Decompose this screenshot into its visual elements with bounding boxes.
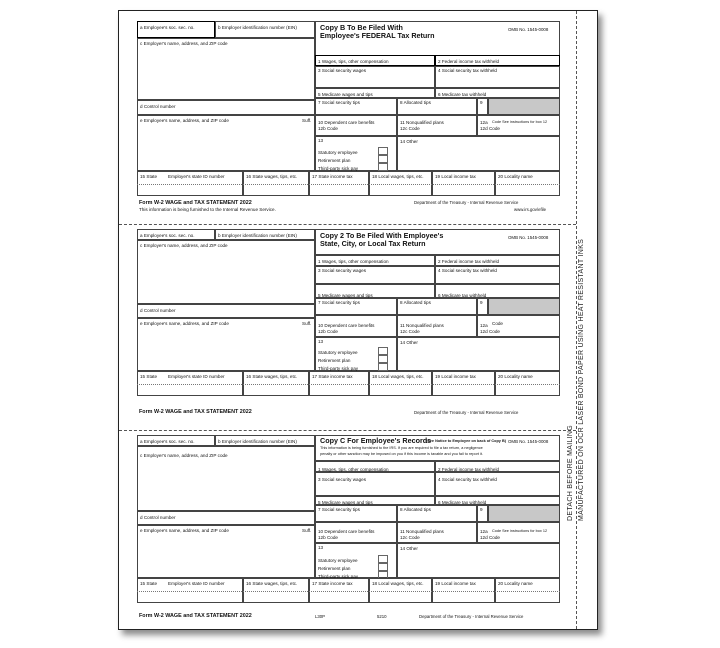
box16-label: 16 State wages, tips, etc. [246, 581, 298, 586]
box11[interactable] [397, 315, 477, 337]
box15-label: 15 State [140, 374, 158, 379]
box13-label: 13 [318, 339, 324, 344]
box6[interactable] [435, 88, 560, 98]
suff-label: Suff. [302, 118, 312, 123]
box12c-label: 12c Code [400, 329, 420, 334]
box9-shaded [488, 505, 560, 522]
box18-label: 18 Local wages, tips, etc. [372, 374, 424, 379]
box1[interactable] [315, 461, 435, 472]
box6-label: 6 Medicare tax withheld [438, 92, 487, 97]
box8[interactable] [397, 98, 477, 115]
box4-label: 4 Social security tax withheld [438, 268, 497, 273]
employee-box[interactable] [137, 525, 315, 578]
control-box[interactable] [137, 304, 315, 318]
retirement-checkbox[interactable] [378, 355, 388, 363]
box6-label: 6 Medicare tax withheld [438, 500, 487, 505]
thirdparty-label: Third-party sick pay [318, 366, 359, 371]
control-label: d Control number [140, 104, 176, 109]
box3-label: 3 Social security wages [318, 68, 367, 73]
employer-label: c Employer's name, address, and ZIP code [140, 243, 228, 248]
irs-note-2: penalty or other sanction may be imposed on you if this income is taxable and you fail to report it. [320, 452, 483, 456]
omb-number: OMB No. 1545-0008 [508, 27, 549, 32]
copy-b [119, 21, 576, 216]
box10-label: 10 Dependent care benefits [318, 323, 375, 328]
omb-number: OMB No. 1545-0008 [508, 439, 549, 444]
box3[interactable] [315, 472, 435, 496]
ssn-label: a Employee's soc. sec. no. [140, 439, 195, 444]
box1-label: 1 Wages, tips, other compensation [318, 467, 389, 472]
box12a[interactable] [477, 522, 560, 543]
box5[interactable] [315, 284, 435, 298]
control-box[interactable] [137, 100, 315, 115]
box7[interactable] [315, 298, 397, 315]
statutory-label: Statutory employee [318, 350, 358, 355]
box12a-code: Code See instructions for box 12 [492, 529, 548, 533]
box10-label: 10 Dependent care benefits [318, 120, 375, 125]
dept-label: Department of the Treasury - Internal Revenue Service [414, 410, 519, 415]
control-label: d Control number [140, 308, 176, 313]
copy-title-1: Copy C For Employee's Records [320, 436, 432, 445]
box18-label: 18 Local wages, tips, etc. [372, 581, 424, 586]
retirement-label: Retirement plan [318, 358, 351, 363]
box9-label: 9 [480, 507, 483, 512]
box12c-label: 12c Code [400, 126, 420, 131]
box10[interactable] [315, 315, 397, 337]
box7-label: 7 Social security tips [318, 300, 360, 305]
box9-label: 9 [480, 300, 483, 305]
employee-box[interactable] [137, 115, 315, 171]
employer-box[interactable] [137, 446, 315, 511]
thirdparty-label: Third-party sick pay [318, 574, 359, 579]
retirement-label: Retirement plan [318, 566, 351, 571]
copy-title-1: Copy 2 To Be Filed With Employee's [320, 231, 444, 240]
employer-label: c Employer's name, address, and ZIP code [140, 41, 228, 46]
box17-label: 17 State income tax [312, 581, 353, 586]
box12a-code: Code [492, 321, 503, 326]
box16-label: 16 State wages, tips, etc. [246, 374, 298, 379]
box15-label: 15 State [140, 581, 158, 586]
box12c-label: 12c Code [400, 535, 420, 540]
thirdparty-checkbox[interactable] [378, 163, 388, 171]
box14-label: 14 Other [400, 546, 418, 551]
box2-label: 2 Federal income tax withheld [438, 59, 500, 64]
box11[interactable] [397, 115, 477, 136]
suff-label: Suff. [302, 528, 312, 533]
omb-number: OMB No. 1545-0008 [508, 235, 549, 240]
box12b-label: 12b Code [318, 126, 338, 131]
row-separator [137, 184, 560, 185]
box9-label-cell [477, 98, 488, 115]
ein-label: b Employer identification number (EIN) [218, 233, 297, 238]
box19-label: 19 Local income tax [435, 174, 476, 179]
stateid-label: Employer's state ID number [168, 174, 225, 179]
box14[interactable] [397, 337, 560, 371]
box3[interactable] [315, 266, 435, 284]
box12b-label: 12b Code [318, 329, 338, 334]
box10[interactable] [315, 522, 397, 543]
box4[interactable] [435, 66, 560, 88]
ssn-box[interactable] [137, 229, 215, 240]
box3-label: 3 Social security wages [318, 268, 367, 273]
box2-label: 2 Federal income tax withheld [438, 467, 500, 472]
horizontal-perforation-1 [119, 224, 576, 225]
box9-shaded [488, 98, 560, 115]
box9-shaded [488, 298, 560, 315]
box12a-code: Code See instructions for box 12 [492, 120, 548, 124]
box5[interactable] [315, 496, 435, 505]
employee-label: e Employee's name, address, and ZIP code [140, 118, 229, 123]
box3-label: 3 Social security wages [318, 477, 367, 482]
employee-box[interactable] [137, 318, 315, 371]
box12a-label: 12a [480, 323, 488, 328]
suff-label: Suff. [302, 321, 312, 326]
box19-label: 19 Local income tax [435, 581, 476, 586]
copy-c [119, 435, 576, 630]
copy-title-2: Employee's FEDERAL Tax Return [320, 31, 435, 40]
box12a-label: 12a [480, 120, 488, 125]
box20-label: 20 Locality name [498, 174, 533, 179]
box8-label: 8 Allocated tips [400, 300, 431, 305]
box14-label: 14 Other [400, 139, 418, 144]
copy-title-suffix: (See Notice to Employee on back of Copy B) [426, 439, 506, 443]
box3[interactable] [315, 66, 435, 88]
row-separator [137, 591, 560, 592]
box4[interactable] [435, 266, 560, 284]
box16-label: 16 State wages, tips, etc. [246, 174, 298, 179]
box11-label: 11 Nonqualified plans [400, 529, 444, 534]
box6[interactable] [435, 496, 560, 505]
box19-label: 19 Local income tax [435, 374, 476, 379]
box8-label: 8 Allocated tips [400, 507, 431, 512]
statutory-checkbox[interactable] [378, 147, 388, 155]
irs-note: This information is being furnished to the Internal Revenue Service. [139, 207, 276, 212]
box18-label: 18 Local wages, tips, etc. [372, 174, 424, 179]
box12a[interactable] [477, 315, 560, 337]
box13 [315, 543, 397, 578]
retirement-checkbox[interactable] [378, 155, 388, 163]
form-title: Form W-2 WAGE and TAX STATEMENT 2022 [139, 409, 252, 415]
thirdparty-checkbox[interactable] [378, 363, 388, 371]
box6-label: 6 Medicare tax withheld [438, 293, 487, 298]
ein-box[interactable] [215, 435, 315, 446]
box13-label: 13 [318, 545, 324, 550]
dept-label: Department of the Treasury - Internal Revenue Service [419, 614, 524, 619]
copy-header [315, 229, 560, 255]
box2[interactable] [435, 255, 560, 266]
box12b-label: 12b Code [318, 535, 338, 540]
form-title: Form W-2 WAGE and TAX STATEMENT 2022 [139, 613, 252, 619]
box8[interactable] [397, 505, 477, 522]
box17-label: 17 State income tax [312, 174, 353, 179]
dept-label: Department of the Treasury - Internal Revenue Service [414, 200, 519, 205]
retirement-label: Retirement plan [318, 158, 351, 163]
box7-label: 7 Social security tips [318, 100, 360, 105]
copy-2 [119, 229, 576, 424]
employee-label: e Employee's name, address, and ZIP code [140, 321, 229, 326]
statutory-checkbox[interactable] [378, 555, 388, 563]
box5-label: 5 Medicare wages and tips [318, 293, 373, 298]
stateid-label: Employer's state ID number [168, 374, 225, 379]
box1[interactable] [315, 255, 435, 266]
stateid-label: Employer's state ID number [168, 581, 225, 586]
box15-label: 15 State [140, 174, 158, 179]
detach-text: DETACH BEFORE MAILING [567, 424, 574, 521]
box2[interactable] [435, 55, 560, 66]
box8[interactable] [397, 298, 477, 315]
box12d-label: 12d Code [480, 126, 500, 131]
ssn-label: a Employee's soc. sec. no. [140, 25, 195, 30]
irs-url: www.irs.gov/efile [514, 207, 546, 212]
ein-box[interactable] [215, 21, 315, 38]
box7[interactable] [315, 98, 397, 115]
box12d-label: 12d Code [480, 535, 500, 540]
box9-label: 9 [480, 100, 483, 105]
box11-label: 11 Nonqualified plans [400, 120, 444, 125]
box1-label: 1 Wages, tips, other compensation [318, 259, 389, 264]
ssn-box[interactable] [137, 21, 215, 38]
box4[interactable] [435, 472, 560, 496]
employer-box[interactable] [137, 38, 315, 100]
box13-label: 13 [318, 138, 324, 143]
control-label: d Control number [140, 515, 176, 520]
box11[interactable] [397, 522, 477, 543]
box4-label: 4 Social security tax withheld [438, 477, 497, 482]
copy-header [315, 435, 560, 461]
copy-title-2: State, City, or Local Tax Return [320, 239, 426, 248]
printer-code-l: L30P [315, 614, 326, 619]
box9-label-cell [477, 505, 488, 522]
box9-label-cell [477, 298, 488, 315]
box5-label: 5 Medicare wages and tips [318, 92, 373, 97]
employee-label: e Employee's name, address, and ZIP code [140, 528, 229, 533]
box12d-label: 12d Code [480, 329, 500, 334]
box14[interactable] [397, 543, 560, 578]
employer-label: c Employer's name, address, and ZIP code [140, 453, 228, 458]
box17-label: 17 State income tax [312, 374, 353, 379]
employer-box[interactable] [137, 240, 315, 304]
box7[interactable] [315, 505, 397, 522]
statutory-label: Statutory employee [318, 558, 358, 563]
box12a[interactable] [477, 115, 560, 136]
w2-sheet [118, 10, 598, 630]
box7-label: 7 Social security tips [318, 507, 360, 512]
form-title: Form W-2 WAGE and TAX STATEMENT 2022 [139, 200, 252, 206]
ein-box[interactable] [215, 229, 315, 240]
box10-label: 10 Dependent care benefits [318, 529, 375, 534]
box12a-label: 12a [480, 529, 488, 534]
printer-code-r: 5210 [377, 614, 387, 619]
box13 [315, 136, 397, 171]
box4-label: 4 Social security tax withheld [438, 68, 497, 73]
ssn-box[interactable] [137, 435, 215, 446]
box2[interactable] [435, 461, 560, 472]
control-box[interactable] [137, 511, 315, 525]
box14-label: 14 Other [400, 340, 418, 345]
copy-header [315, 21, 560, 55]
box1-label: 1 Wages, tips, other compensation [318, 59, 389, 64]
ein-label: b Employer identification number (EIN) [218, 25, 297, 30]
horizontal-perforation-2 [119, 430, 576, 431]
box11-label: 11 Nonqualified plans [400, 323, 444, 328]
box8-label: 8 Allocated tips [400, 100, 431, 105]
statutory-label: Statutory employee [318, 150, 358, 155]
box5-label: 5 Medicare wages and tips [318, 500, 373, 505]
box5[interactable] [315, 88, 435, 98]
ein-label: b Employer identification number (EIN) [218, 439, 297, 444]
retirement-checkbox[interactable] [378, 563, 388, 571]
irs-note-1: This information is being furnished to the IRS. If you are required to file a tax return, a negligence [320, 446, 483, 450]
manufactured-text: MANUFACTURED ON OCR LASER BOND PAPER USING HEAT RESISTANT INKS [578, 238, 585, 521]
box10[interactable] [315, 115, 397, 136]
box14[interactable] [397, 136, 560, 171]
box6[interactable] [435, 284, 560, 298]
box20-label: 20 Locality name [498, 374, 533, 379]
box20-label: 20 Locality name [498, 581, 533, 586]
copy-title-1: Copy B To Be Filed With [320, 23, 403, 32]
ssn-label: a Employee's soc. sec. no. [140, 233, 195, 238]
box1[interactable] [315, 55, 435, 66]
box2-label: 2 Federal income tax withheld [438, 259, 500, 264]
thirdparty-label: Third-party sick pay [318, 166, 359, 171]
row-separator [137, 384, 560, 385]
box13 [315, 337, 397, 371]
statutory-checkbox[interactable] [378, 347, 388, 355]
